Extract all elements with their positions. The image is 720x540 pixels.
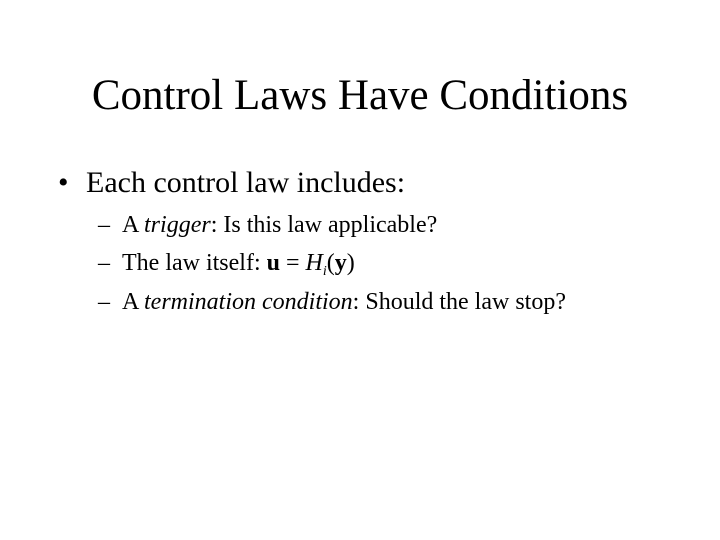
sub-item-emphasis: termination condition: [144, 289, 353, 315]
sub-item-termination: [98, 287, 566, 317]
sub-item-dash: –: [98, 250, 110, 276]
bullet-item: [58, 165, 405, 201]
sub-item-lead: A: [122, 212, 145, 238]
bullet-marker: •: [58, 166, 69, 199]
sub-item-dash: –: [98, 289, 110, 315]
sub-item-dash: –: [98, 212, 110, 238]
equation-h: H: [305, 250, 323, 276]
equation-u: u: [266, 250, 280, 276]
equation-subscript-i: i: [322, 264, 327, 279]
equation-close-paren: ): [346, 250, 355, 276]
sub-item-lead: The law itself:: [122, 250, 267, 276]
bullet-text: Each control law includes:: [86, 166, 406, 199]
slide-title: Control Laws Have Conditions: [91, 72, 629, 119]
sub-item-lead: A: [122, 289, 145, 315]
sub-item-emphasis: trigger: [144, 212, 211, 238]
sub-item-rest: : Is this law applicable?: [210, 212, 438, 238]
sub-item-trigger: [98, 210, 437, 240]
equation-y: y: [334, 250, 347, 276]
sub-item-rest: : Should the law stop?: [352, 289, 566, 315]
sub-item-law-itself: [98, 248, 355, 287]
equation-open-paren: (: [326, 250, 335, 276]
equation-equals: =: [279, 250, 306, 276]
